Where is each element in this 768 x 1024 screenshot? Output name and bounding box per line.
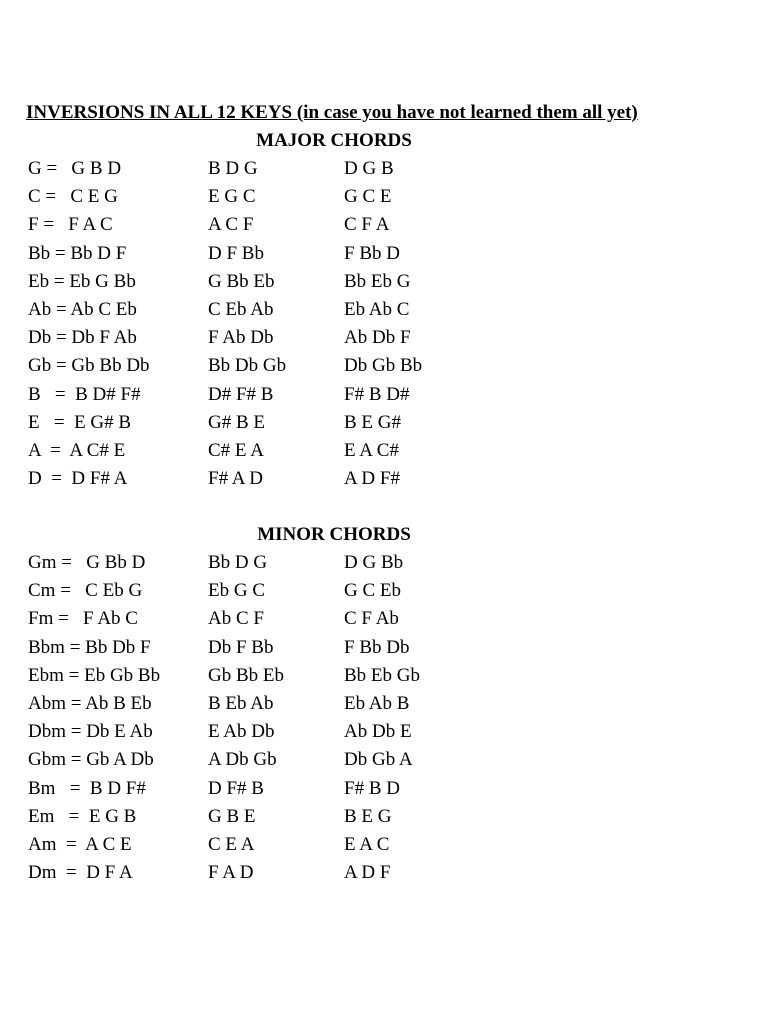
minor-second-inversion: Db Gb A xyxy=(344,749,413,771)
minor-chords-heading: MINOR CHORDS xyxy=(257,524,411,545)
minor-root-position: Gm = G Bb D xyxy=(28,552,146,573)
major-root-position: B = B D# F# xyxy=(28,383,141,405)
minor-root-position: Gbm = Gb A Db xyxy=(28,749,154,771)
major-chord-row xyxy=(28,270,628,298)
minor-second-inversion: Eb Ab B xyxy=(344,692,410,714)
minor-second-inversion: E A C xyxy=(344,833,390,855)
major-first-inversion: D F Bb xyxy=(208,242,264,264)
minor-chord-row xyxy=(28,636,628,664)
major-second-inversion: Db Gb Bb xyxy=(344,355,423,377)
major-second-inversion: F# B D# xyxy=(344,383,410,405)
major-second-inversion: Eb Ab C xyxy=(344,298,410,320)
minor-first-inversion: Bb D G xyxy=(208,552,268,573)
major-root-position: G = G B D xyxy=(28,158,122,179)
major-chord-row xyxy=(28,185,628,213)
major-chord-row xyxy=(28,411,628,439)
major-chord-row xyxy=(28,213,628,241)
major-root-position: Ab = Ab C Eb xyxy=(28,298,137,320)
minor-chord-row xyxy=(28,664,628,692)
minor-second-inversion: Bb Eb Gb xyxy=(344,664,420,686)
minor-second-inversion: C F Ab xyxy=(344,608,399,630)
minor-chord-row xyxy=(28,692,628,720)
major-root-position: Bb = Bb D F xyxy=(28,242,127,264)
major-chord-row xyxy=(28,354,628,382)
minor-chord-row xyxy=(28,777,628,805)
minor-root-position: Dm = D F A xyxy=(28,862,133,884)
major-second-inversion: F Bb D xyxy=(344,242,400,264)
minor-second-inversion: G C Eb xyxy=(344,580,401,602)
major-chord-row xyxy=(28,439,628,467)
minor-root-position: Am = A C E xyxy=(28,833,132,855)
minor-chord-row xyxy=(28,833,628,861)
minor-first-inversion: D F# B xyxy=(208,777,264,799)
major-root-position: Db = Db F Ab xyxy=(28,327,137,349)
minor-chord-row xyxy=(28,551,628,579)
minor-root-position: Ebm = Eb Gb Bb xyxy=(28,664,161,686)
minor-chord-row xyxy=(28,805,628,833)
major-first-inversion: C Eb Ab xyxy=(208,298,274,320)
minor-second-inversion: D G Bb xyxy=(344,552,404,573)
major-root-position: F = F A C xyxy=(28,214,113,236)
major-chord-row xyxy=(28,242,628,270)
major-chords-heading: MAJOR CHORDS xyxy=(256,130,412,151)
major-second-inversion: D G B xyxy=(344,158,394,179)
major-first-inversion: B D G xyxy=(208,158,258,179)
major-root-position: A = A C# E xyxy=(28,439,126,461)
major-first-inversion: F# A D xyxy=(208,468,263,490)
minor-second-inversion: F# B D xyxy=(344,777,400,799)
major-chord-row xyxy=(28,467,628,495)
minor-first-inversion: Ab C F xyxy=(208,608,264,630)
major-first-inversion: G# B E xyxy=(208,411,265,433)
minor-first-inversion: C E A xyxy=(208,833,255,855)
major-chord-row xyxy=(28,326,628,354)
minor-second-inversion: B E G xyxy=(344,805,392,827)
major-chord-row xyxy=(28,157,628,185)
minor-second-inversion: Ab Db E xyxy=(344,721,412,743)
major-second-inversion: E A C# xyxy=(344,439,399,461)
minor-root-position: Fm = F Ab C xyxy=(28,608,138,630)
minor-root-position: Abm = Ab B Eb xyxy=(28,692,152,714)
major-second-inversion: B E G# xyxy=(344,411,401,433)
minor-root-position: Cm = C Eb G xyxy=(28,580,143,602)
major-chord-row xyxy=(28,298,628,326)
minor-first-inversion: Eb G C xyxy=(208,580,265,602)
major-first-inversion: C# E A xyxy=(208,439,264,461)
major-first-inversion: A C F xyxy=(208,214,254,236)
minor-chord-row xyxy=(28,748,628,776)
major-first-inversion: Bb Db Gb xyxy=(208,355,287,377)
major-second-inversion: Ab Db F xyxy=(344,327,411,349)
major-first-inversion: D# F# B xyxy=(208,383,274,405)
major-first-inversion: F Ab Db xyxy=(208,327,274,349)
major-chord-row xyxy=(28,383,628,411)
major-second-inversion: Bb Eb G xyxy=(344,270,411,292)
document-title: INVERSIONS IN ALL 12 KEYS (in case you have not learned them all yet) xyxy=(26,102,638,123)
major-first-inversion: E G C xyxy=(208,186,256,208)
major-root-position: Gb = Gb Bb Db xyxy=(28,355,150,377)
major-chords-table xyxy=(28,157,628,495)
minor-root-position: Dbm = Db E Ab xyxy=(28,721,153,743)
minor-root-position: Bm = B D F# xyxy=(28,777,146,799)
minor-root-position: Bbm = Bb Db F xyxy=(28,636,151,658)
minor-first-inversion: B Eb Ab xyxy=(208,692,274,714)
major-first-inversion: G Bb Eb xyxy=(208,270,275,292)
minor-first-inversion: Gb Bb Eb xyxy=(208,664,284,686)
minor-second-inversion: A D F xyxy=(344,862,391,884)
minor-chord-row xyxy=(28,861,628,889)
minor-first-inversion: F A D xyxy=(208,862,254,884)
minor-chord-row xyxy=(28,720,628,748)
major-second-inversion: C F A xyxy=(344,214,390,236)
minor-first-inversion: E Ab Db xyxy=(208,721,275,743)
minor-first-inversion: Db F Bb xyxy=(208,636,274,658)
minor-root-position: Em = E G B xyxy=(28,805,137,827)
minor-chord-row xyxy=(28,579,628,607)
major-second-inversion: A D F# xyxy=(344,468,400,490)
major-root-position: C = C E G xyxy=(28,186,118,208)
major-root-position: E = E G# B xyxy=(28,411,132,433)
minor-chords-table xyxy=(28,551,628,889)
minor-first-inversion: A Db Gb xyxy=(208,749,277,771)
major-root-position: D = D F# A xyxy=(28,468,128,490)
minor-second-inversion: F Bb Db xyxy=(344,636,410,658)
minor-chord-row xyxy=(28,607,628,635)
major-second-inversion: G C E xyxy=(344,186,392,208)
major-root-position: Eb = Eb G Bb xyxy=(28,270,136,292)
minor-first-inversion: G B E xyxy=(208,805,256,827)
